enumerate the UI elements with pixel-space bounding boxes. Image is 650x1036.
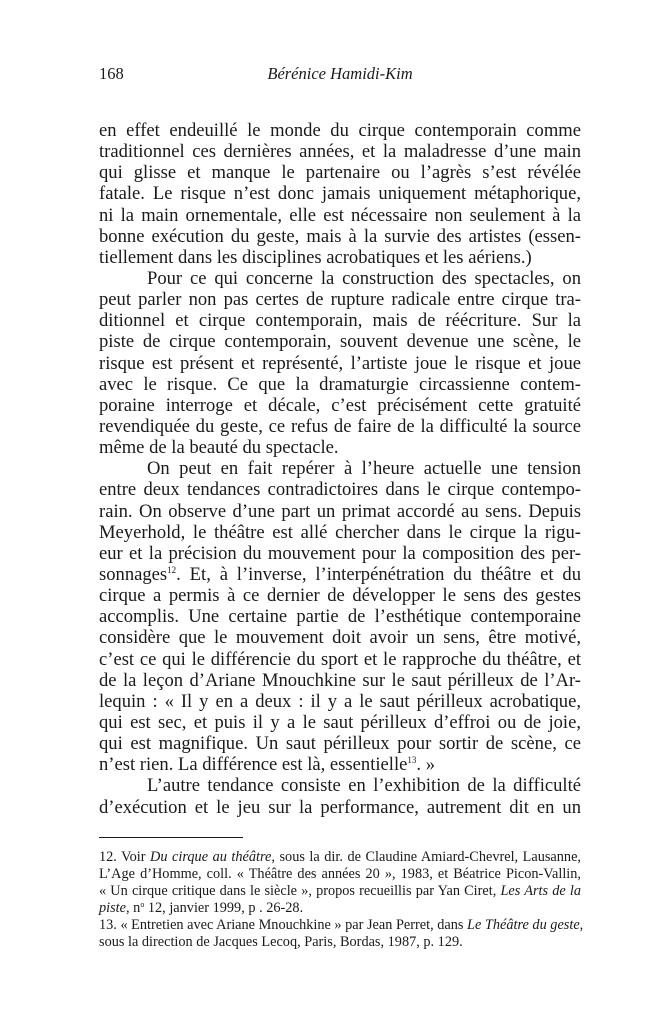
text-line: qui est sec, et puis il y a le saut périlleux d’effroi ou de joie, <box>99 711 581 733</box>
text-line: ni la main ornementale, elle est nécessaire non seulement à la <box>99 204 581 226</box>
text-line: poraine interroge et décale, c’est précisément cette gratuité <box>99 394 581 416</box>
work-title: Le Théâtre du geste <box>467 917 580 934</box>
footnote-13-line <box>99 917 584 934</box>
paragraph-start-line: Pour ce qui concerne la construction des spectacles, on <box>147 267 581 289</box>
work-title: Du cirque au théâtre <box>150 849 272 865</box>
footnote-12-line <box>99 900 581 917</box>
text-line: piste de cirque contemporain, souvent devenue une scène, le <box>99 331 581 353</box>
footnote-ref-13[interactable]: 13 <box>407 755 417 766</box>
text-line: Meyerhold, le théâtre est allé chercher dans le cirque la rigu- <box>99 521 581 543</box>
text-segment: 12, janvier 1999, p . 26-28. <box>144 900 304 917</box>
footnote-12-line <box>99 883 581 900</box>
footnote-ref-12[interactable]: 12 <box>167 564 177 575</box>
superscript: o <box>140 900 145 910</box>
text-line: avec le risque. Ce que la dramaturgie circassienne contem- <box>99 373 581 395</box>
text-segment: , sous la dir. de Claudine Amiard-Chevrel, Lausanne, <box>271 849 581 865</box>
text-segment: « Un cirque critique dans le siècle », propos recueillis par Yan Ciret, <box>99 883 501 900</box>
page-header <box>99 62 581 86</box>
text-line: ditionnel et cirque contemporain, mais de réécriture. Sur la <box>99 310 581 332</box>
footnote-separator <box>99 837 243 838</box>
text-line: fatale. Le risque n’est donc jamais uniquement métaphorique, <box>99 183 581 205</box>
text-line: qui glisse et manque le partenaire ou l’agrès s’est révélée <box>99 162 581 184</box>
text-line: entre deux tendances contradictoires dans le cirque contempo- <box>99 479 581 501</box>
text-segment: . Et, à l’inverse, l’interpénétration du théâtre et du <box>176 563 581 585</box>
text-line: d’exécution et le jeu sur la performance, autrement dit en un <box>99 796 581 818</box>
text-line: bonne exécution du geste, mais à la survie des artistes (essen- <box>99 225 581 247</box>
footnotes <box>99 849 584 952</box>
text-segment: n’est rien. La différence est là, essentielle <box>99 754 408 776</box>
body-text <box>99 120 581 818</box>
text-segment: , n <box>126 900 141 917</box>
paragraph-start-line: On peut en fait repérer à l’heure actuelle une tension <box>147 458 581 480</box>
text-line: c’est ce qui le différencie du sport et le rapproche du théâtre, et <box>99 648 581 670</box>
text-line: accomplis. Une certaine partie de l’esthétique contemporaine <box>99 606 581 628</box>
text-line <box>99 564 581 585</box>
text-line: risque est présent et représenté, l’artiste joue le risque et joue <box>99 352 581 374</box>
text-line: lequin : « Il y en a deux : il y a le saut périlleux acrobatique, <box>99 690 581 712</box>
footnote-number: 13. <box>99 917 117 934</box>
text-line: eur et la précision du mouvement pour la composition des per- <box>99 542 581 564</box>
text-segment: « Entretien avec Ariane Mnouchkine » par Jean Perret, dans <box>116 917 468 934</box>
footnote-12-line: L’Age d’Homme, coll. « Théâtre des années 20 », 1983, et Béatrice Picon-Vallin, <box>99 866 581 883</box>
text-line <box>99 754 581 775</box>
text-segment: . » <box>416 754 435 776</box>
text-line: même de la beauté du spectacle. <box>99 437 339 459</box>
text-line: considère que le mouvement doit avoir un sens, être motivé, <box>99 627 581 649</box>
text-line: peut parler non pas certes de rupture radicale entre cirque tra- <box>99 289 581 311</box>
footnote-13-line: sous la direction de Jacques Lecoq, Paris, Bordas, 1987, p. 129. <box>99 934 463 951</box>
footnote-12-line <box>99 849 581 866</box>
text-line: revendiquée du geste, ce refus de faire de la difficulté la source <box>99 415 581 437</box>
text-line: tiellement dans les disciplines acrobatiques et les aériens.) <box>99 246 532 268</box>
work-title: Les Arts de la <box>500 883 581 900</box>
footnote-number: 12. <box>99 849 117 865</box>
text-segment: sonnages <box>99 563 168 585</box>
paragraph-start-line: L’autre tendance consiste en l’exhibition de la difficulté <box>147 775 581 797</box>
text-segment: , <box>579 917 584 934</box>
work-title: piste <box>99 900 127 917</box>
text-segment: Voir <box>116 849 151 865</box>
text-line: rain. On observe d’une part un primat accordé au sens. Depuis <box>99 500 581 522</box>
page-number: 168 <box>99 64 124 83</box>
text-line: qui est magnifique. Un saut périlleux pour sortir de scène, ce <box>99 733 581 755</box>
text-line: traditionnel ces dernières années, et la maladresse d’une main <box>99 141 581 163</box>
text-line: de la leçon d’Ariane Mnouchkine sur le saut périlleux de l’Ar- <box>99 669 581 691</box>
text-line: en effet endeuillé le monde du cirque contemporain comme <box>99 120 581 141</box>
running-title: Bérénice Hamidi-Kim <box>267 64 413 83</box>
text-line: cirque a permis à ce dernier de développer le sens des gestes <box>99 585 581 607</box>
